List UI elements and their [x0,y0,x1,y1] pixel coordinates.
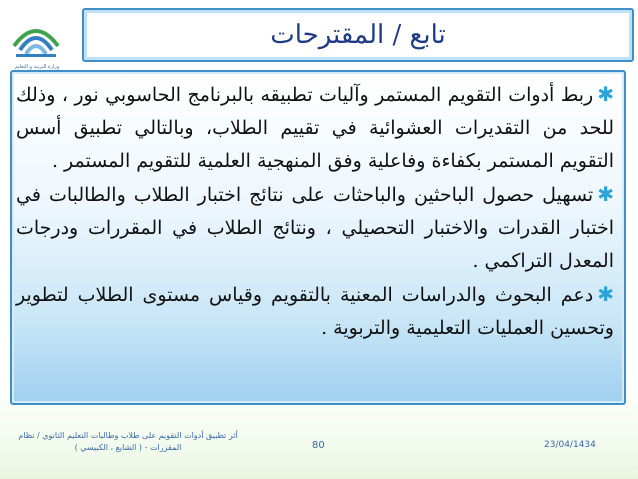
footer-study-title [8,430,248,454]
ministry-logo [6,6,66,62]
bullet-text: دعم البحوث والدراسات المعنية بالتقويم وقياس مستوى الطلاب لتطوير وتحسين العمليات التعليمية والتربوية . [16,284,614,339]
bullet-item [16,78,614,178]
footer-date: 23/04/1434 [544,440,596,450]
star-bullet-icon: ✱ [597,282,614,306]
bullet-item [16,278,614,345]
bullet-item [16,178,614,278]
page-number: 80 [312,440,325,451]
bullet-text: ربط أدوات التقويم المستمر وآليات تطبيقه بالبرنامج الحاسوبي نور ، وذلك للحد من التقديرات العشوائية في تقييم الطلاب، وبالتالي تطبيق أسس التقويم المستمر بكفاءة وفاعلية وفق المنهجية العلمية للتقويم المستمر . [16,84,614,172]
star-bullet-icon: ✱ [597,82,614,106]
logo-caption: وزارة التربية و التعليم [14,64,60,70]
star-bullet-icon: ✱ [597,182,614,206]
title-box [82,8,634,62]
content-box [10,70,626,405]
footer-study-line1: أثر تطبيق أدوات التقويم على طلاب وطالبات التعليم الثانوي / نظام [18,431,238,440]
slide-title: تابع / المقترحات [270,20,446,50]
bullet-text: تسهيل حصول الباحثين والباحثات على نتائج اختبار الطلاب والطالبات في اختبار القدرات والاختبار التحصيلي ، ونتائج الطلاب في المقررات ودرجات المعدل التراكمي . [16,184,614,272]
bullet-list [16,78,614,345]
footer-study-line2: المقررات - ( الشايع ، الكبيسي ) [74,443,182,452]
